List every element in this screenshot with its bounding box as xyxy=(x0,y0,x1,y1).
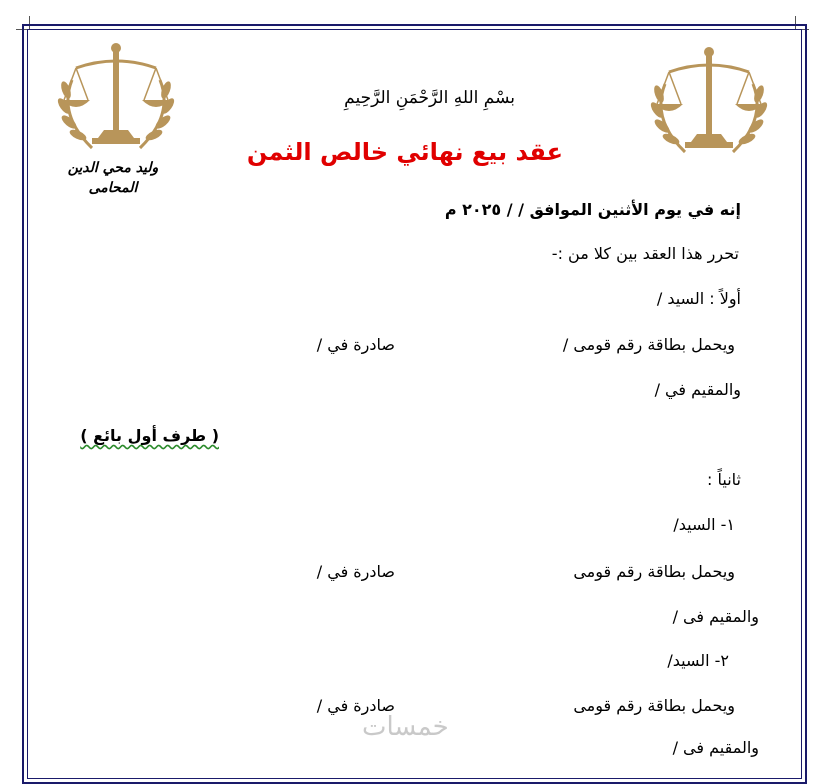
second-party-1-residence: والمقيم فى / xyxy=(672,607,759,626)
second-party-1-id: ويحمل بطاقة رقم قومى xyxy=(573,562,735,581)
first-party-heading: أولاً : السيد / xyxy=(656,289,741,308)
second-party-2-residence: والمقيم فى / xyxy=(672,738,759,757)
second-party-2-name: ٢- السيد/ xyxy=(667,651,729,670)
date-line: إنه في يوم الأثنين الموافق / / ٢٠٢٥ م xyxy=(444,200,741,219)
scales-of-justice-logo-right xyxy=(645,44,773,162)
seller-role-label: ( طرف أول بائع ) xyxy=(80,426,219,445)
lawyer-signature-block xyxy=(48,158,178,198)
basmala: بسْمِ اللهِ الرَّحْمَنِ الرَّحِيمِ xyxy=(344,88,515,108)
second-party-2-issued: صادرة في / xyxy=(316,696,395,715)
intro-line: تحرر هذا العقد بين كلا من :- xyxy=(551,244,739,263)
second-party-1-issued: صادرة في / xyxy=(316,562,395,581)
watermark: خمسات xyxy=(362,712,449,742)
lawyer-title: المحامى xyxy=(88,180,138,196)
first-party-issued: صادرة في / xyxy=(316,335,395,354)
scales-of-justice-logo-left xyxy=(52,40,180,158)
first-party-id: ويحمل بطاقة رقم قومى / xyxy=(562,335,735,354)
second-party-heading: ثانياً : xyxy=(707,470,741,489)
lawyer-name: وليد محي الدين xyxy=(67,160,159,176)
document-title: عقد بيع نهائي خالص الثمن xyxy=(246,138,563,166)
first-party-residence: والمقيم في / xyxy=(654,380,741,399)
second-party-1-name: ١- السيد/ xyxy=(673,515,735,534)
first-party-role xyxy=(80,426,219,445)
second-party-2-id: ويحمل بطاقة رقم قومى xyxy=(573,696,735,715)
